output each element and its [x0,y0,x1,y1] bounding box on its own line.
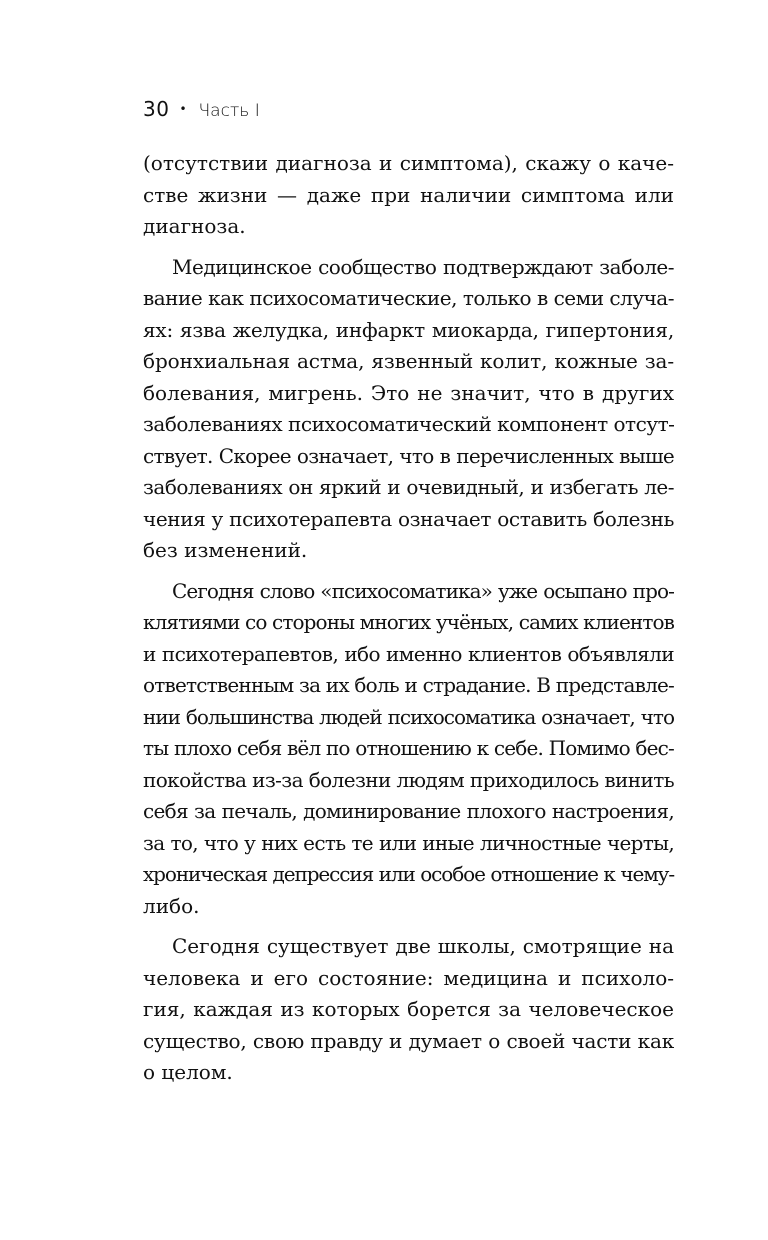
text-line: чения у психотерапевта означает оставить болезнь [143,506,674,531]
text-line: себя за печаль, доминирование плохого настроения, [143,799,674,823]
text-line: стве жизни — даже при наличии симптома или [143,182,674,207]
text-line: о целом. [143,1060,233,1084]
text-line: бронхиальная астма, язвенный колит, кожные за- [143,349,674,373]
text-line: хроническая депрессия или особое отношение к чему- [143,862,674,886]
text-line: нии большинства людей психосоматика означает, что [143,704,674,729]
text-line: вание как психосоматические, только в семи случа- [143,286,674,310]
paragraph-2 [143,252,674,567]
text-line: болевания, мигрень. Это не значит, что в других [143,380,674,405]
paragraph-1 [143,148,674,243]
text-line: ствует. Скорее означает, что в перечисленных выше [143,443,674,468]
body-text [143,148,674,1098]
text-line: клятиями со стороны многих учёных, самих клиентов [143,610,674,634]
page-number: 30 [143,97,170,121]
paragraph-4 [143,931,674,1089]
text-line: диагноза. [143,214,246,238]
text-line: ты плохо себя вёл по отношению к себе. Помимо бес- [143,736,675,760]
header-bullet: • [179,102,187,116]
text-line: человека и его состояние: медицина и психоло- [143,965,674,990]
text-line: заболеваниях он яркий и очевидный, и избегать ле- [143,475,674,499]
paragraph-3 [143,576,674,923]
text-line: Медицинское сообщество подтверждают заболе- [172,254,674,279]
text-line: и психотерапевтов, ибо именно клиентов объявляли [143,641,674,666]
text-line: покойства из-за болезни людям приходилось винить [143,767,674,792]
text-line: заболеваниях психосоматический компонент отсут- [143,412,675,436]
section-label: Часть I [198,101,260,121]
text-line: гия, каждая из которых борется за человеческое [143,997,674,1021]
text-line: за то, что у них есть те или иные личностные черты, [143,830,674,855]
text-line: либо. [143,893,200,918]
text-line: ях: язва желудка, инфаркт миокарда, гипертония, [143,317,674,342]
text-line: без изменений. [143,538,308,562]
text-line: Сегодня существует две школы, смотрящие на [172,934,674,958]
running-header [143,97,260,121]
text-line: существо, свою правду и думает о своей части как [143,1028,674,1053]
text-line: (отсутствии диагноза и симптома), скажу о каче- [143,151,674,175]
text-line: ответственным за их боль и страдание. В представле- [143,673,674,697]
text-line: Сегодня слово «психосоматика» уже осыпано про- [172,578,674,603]
